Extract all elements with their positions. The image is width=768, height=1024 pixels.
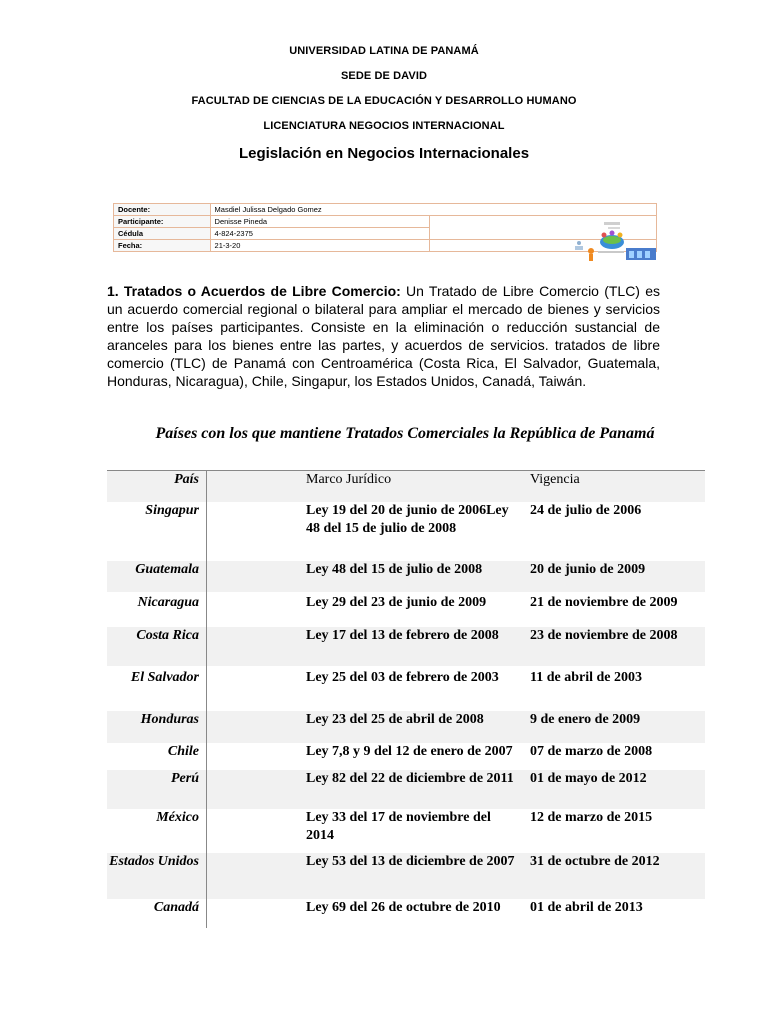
info-value: 21-3-20 bbox=[210, 240, 430, 252]
campus-name: SEDE DE DAVID bbox=[340, 70, 428, 82]
table-top-rule bbox=[107, 470, 705, 471]
cell-pais: Guatemala bbox=[135, 562, 199, 577]
document-title: Legislación en Negocios Internacionales bbox=[238, 145, 530, 162]
cell-vigencia: 01 de abril de 2013 bbox=[530, 900, 643, 915]
cell-pais: El Salvador bbox=[130, 670, 199, 685]
table-row bbox=[107, 899, 705, 928]
cell-marco: Ley 33 del 17 de noviembre del 2014 bbox=[306, 810, 491, 843]
info-value: Denisse Pineda bbox=[210, 216, 430, 228]
cell-vigencia: 01 de mayo de 2012 bbox=[530, 771, 647, 786]
info-value: 4-824-2375 bbox=[210, 228, 430, 240]
business-clipart-icon bbox=[574, 218, 658, 266]
cell-pais: Costa Rica bbox=[136, 628, 199, 643]
info-label: Fecha: bbox=[114, 240, 211, 252]
table-caption: Países con los que mantiene Tratados Comerciales la República de Panamá bbox=[155, 425, 655, 442]
header-pais: País bbox=[174, 472, 199, 487]
cell-pais: Honduras bbox=[140, 712, 199, 727]
cell-marco: Ley 7,8 y 9 del 12 de enero de 2007 bbox=[306, 744, 513, 759]
info-label: Docente: bbox=[114, 204, 211, 216]
cell-marco: Ley 29 del 23 de junio de 2009 bbox=[306, 595, 487, 610]
cell-vigencia: 07 de marzo de 2008 bbox=[530, 744, 653, 759]
info-label: Cédula bbox=[114, 228, 211, 240]
tlc-paragraph bbox=[107, 282, 660, 390]
cell-marco: Ley 53 del 13 de diciembre de 2007 bbox=[306, 854, 515, 869]
degree-name: LICENCIATURA NEGOCIOS INTERNACIONAL bbox=[263, 120, 505, 132]
header-vigencia: Vigencia bbox=[530, 472, 580, 487]
cell-marco: Ley 69 del 26 de octubre de 2010 bbox=[306, 900, 501, 915]
cell-vigencia: 31 de octubre de 2012 bbox=[530, 854, 660, 869]
table-row bbox=[107, 809, 705, 853]
table-row bbox=[107, 743, 705, 770]
table-row bbox=[107, 770, 705, 809]
paragraph-body: Un Tratado de Libre Comercio (TLC) es un acuerdo comercial regional o bilateral para ampliar el mercado de bienes y servicios entre los países participantes. Consiste en la eliminación o reducción sustancial de aranceles para los bienes entre las partes, y acuerdos de servicios. tratados de libre comercio (TLC) de Panamá con Centroamérica (Costa Rica, El Salvador, Guatemala, Honduras, Nicaragua), Chile, Singapur, los Estados Unidos, Canadá, Taiwán. bbox=[107, 283, 660, 389]
info-label: Participante: bbox=[114, 216, 211, 228]
cell-vigencia: 12 de marzo de 2015 bbox=[530, 810, 653, 825]
cell-marco: Ley 82 del 22 de diciembre de 2011 bbox=[306, 771, 514, 786]
cell-vigencia: 20 de junio de 2009 bbox=[530, 562, 646, 577]
table-row bbox=[107, 594, 705, 627]
faculty-name: FACULTAD DE CIENCIAS DE LA EDUCACIÓN Y DESARROLLO HUMANO bbox=[191, 95, 577, 107]
table-row bbox=[107, 502, 705, 561]
cell-vigencia: 9 de enero de 2009 bbox=[530, 712, 641, 727]
table-row bbox=[107, 711, 705, 743]
cell-vigencia: 11 de abril de 2003 bbox=[530, 670, 643, 685]
cell-pais: México bbox=[156, 810, 199, 825]
cell-marco: Ley 48 del 15 de julio de 2008 bbox=[306, 562, 483, 577]
table-row bbox=[107, 627, 705, 666]
cell-pais: Estados Unidos bbox=[109, 854, 199, 869]
cell-pais: Singapur bbox=[145, 503, 199, 518]
cell-marco: Ley 23 del 25 de abril de 2008 bbox=[306, 712, 484, 727]
paragraph-heading: 1. Tratados o Acuerdos de Libre Comercio: bbox=[107, 283, 401, 299]
info-row bbox=[114, 204, 657, 216]
table-header-row bbox=[107, 471, 705, 502]
university-name: UNIVERSIDAD LATINA DE PANAMÁ bbox=[289, 45, 479, 57]
cell-pais: Nicaragua bbox=[137, 595, 199, 610]
cell-marco: Ley 25 del 03 de febrero de 2003 bbox=[306, 670, 499, 685]
cell-vigencia: 23 de noviembre de 2008 bbox=[530, 628, 678, 643]
table-row bbox=[107, 669, 705, 709]
info-value: Masdiel Julissa Delgado Gomez bbox=[210, 204, 656, 216]
cell-marco: Ley 19 del 20 de junio de 2006Ley 48 del 15 de julio de 2008 bbox=[306, 503, 509, 536]
cell-vigencia: 21 de noviembre de 2009 bbox=[530, 595, 678, 610]
table-column-divider bbox=[206, 470, 207, 928]
cell-vigencia: 24 de julio de 2006 bbox=[530, 503, 642, 518]
cell-pais: Canadá bbox=[153, 900, 199, 915]
table-row bbox=[107, 853, 705, 899]
table-row bbox=[107, 561, 705, 592]
cell-pais: Chile bbox=[167, 744, 199, 759]
cell-marco: Ley 17 del 13 de febrero de 2008 bbox=[306, 628, 499, 643]
header-marco: Marco Jurídico bbox=[306, 472, 392, 487]
cell-pais: Perú bbox=[171, 771, 199, 786]
